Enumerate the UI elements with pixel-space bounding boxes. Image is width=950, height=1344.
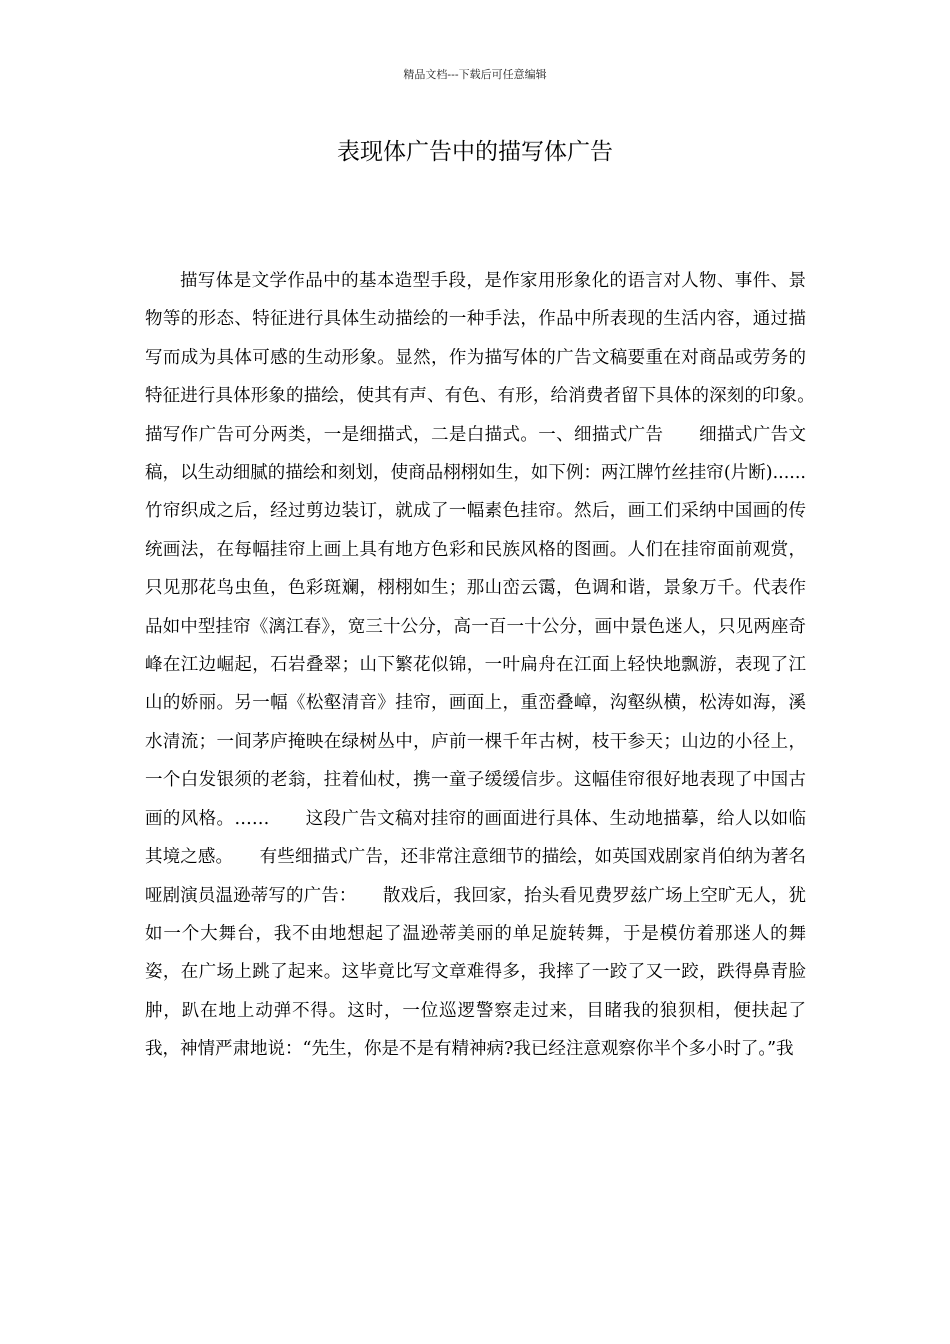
page-header-note: 精品文档---下载后可任意编辑 — [403, 68, 547, 81]
document-title: 表现体广告中的描写体广告 — [337, 139, 613, 165]
body-paragraph: 描写体是文学作品中的基本造型手段，是作家用形象化的语言对人物、事件、景物等的形态、特征进行具体生动描绘的一种手法，作品中所表现的生活内容，通过描写而成为具体可感的生动形象。显然，作为描写体的广告文稿要重在对商品或劳务的特征进行具体形象的描绘，使其有声、有色、有形，给消费者留下具体的深刻的印象。 描写作广告可分两类，一是细描式，二是白描式。一、细描式广告 细描式广告文稿，以生动细腻的描绘和刻划，使商品栩栩如生，如下例：两江牌竹丝挂帘(片断)...... 竹帘织成之后，经过剪边装订，就成了一幅素色挂帘。然后，画工们采纳中国画的传统画法，在每幅挂帘上画上具有地方色彩和民族风格的图画。人们在挂帘面前观赏，只见那花鸟虫鱼，色彩斑斓，栩栩如生；那山峦云霭，色调和谐，景象万千。代表作品如中型挂帘《漓江春》，宽三十公分，高一百一十公分，画中景色迷人，只见两座奇峰在江边崛起，石岩叠翠；山下繁花似锦，一叶扁舟在江面上轻快地飘游，表现了江山的娇丽。另一幅《松壑清音》挂帘，画面上，重峦叠嶂，沟壑纵横，松涛如海，溪水清流；一间茅庐掩映在绿树丛中，庐前一棵千年古树，枝干参天；山边的小径上，一个白发银须的老翁，拄着仙杖，携一童子缓缓信步。这幅佳帘很好地表现了中国古画的风格。…… 这段广告文稿对挂帘的画面进行具体、生动地描摹，给人以如临其境之感。 有些细描式广告，还非常注意细节的描绘，如英国戏剧家肖伯纳为著名哑剧演员温逊蒂写的广告： 散戏后，我回家，抬头看见费罗兹广场上空旷无人，犹如一个大舞台，我不由地想起了温逊蒂美丽的单足旋转舞，于是模仿着那迷人的舞姿，在广场上跳了起来。这毕竟比写文章难得多，我摔了一跤了又一跤，跌得鼻青脸肿，趴在地上动弹不得。这时，一位巡逻警察走过来，目睹我的狼狈相，便扶起了我，神情严肃地说：“先生，你是不是有精神病?我已经注意观察你半个多小时了。”我 — [145, 271, 841, 1060]
